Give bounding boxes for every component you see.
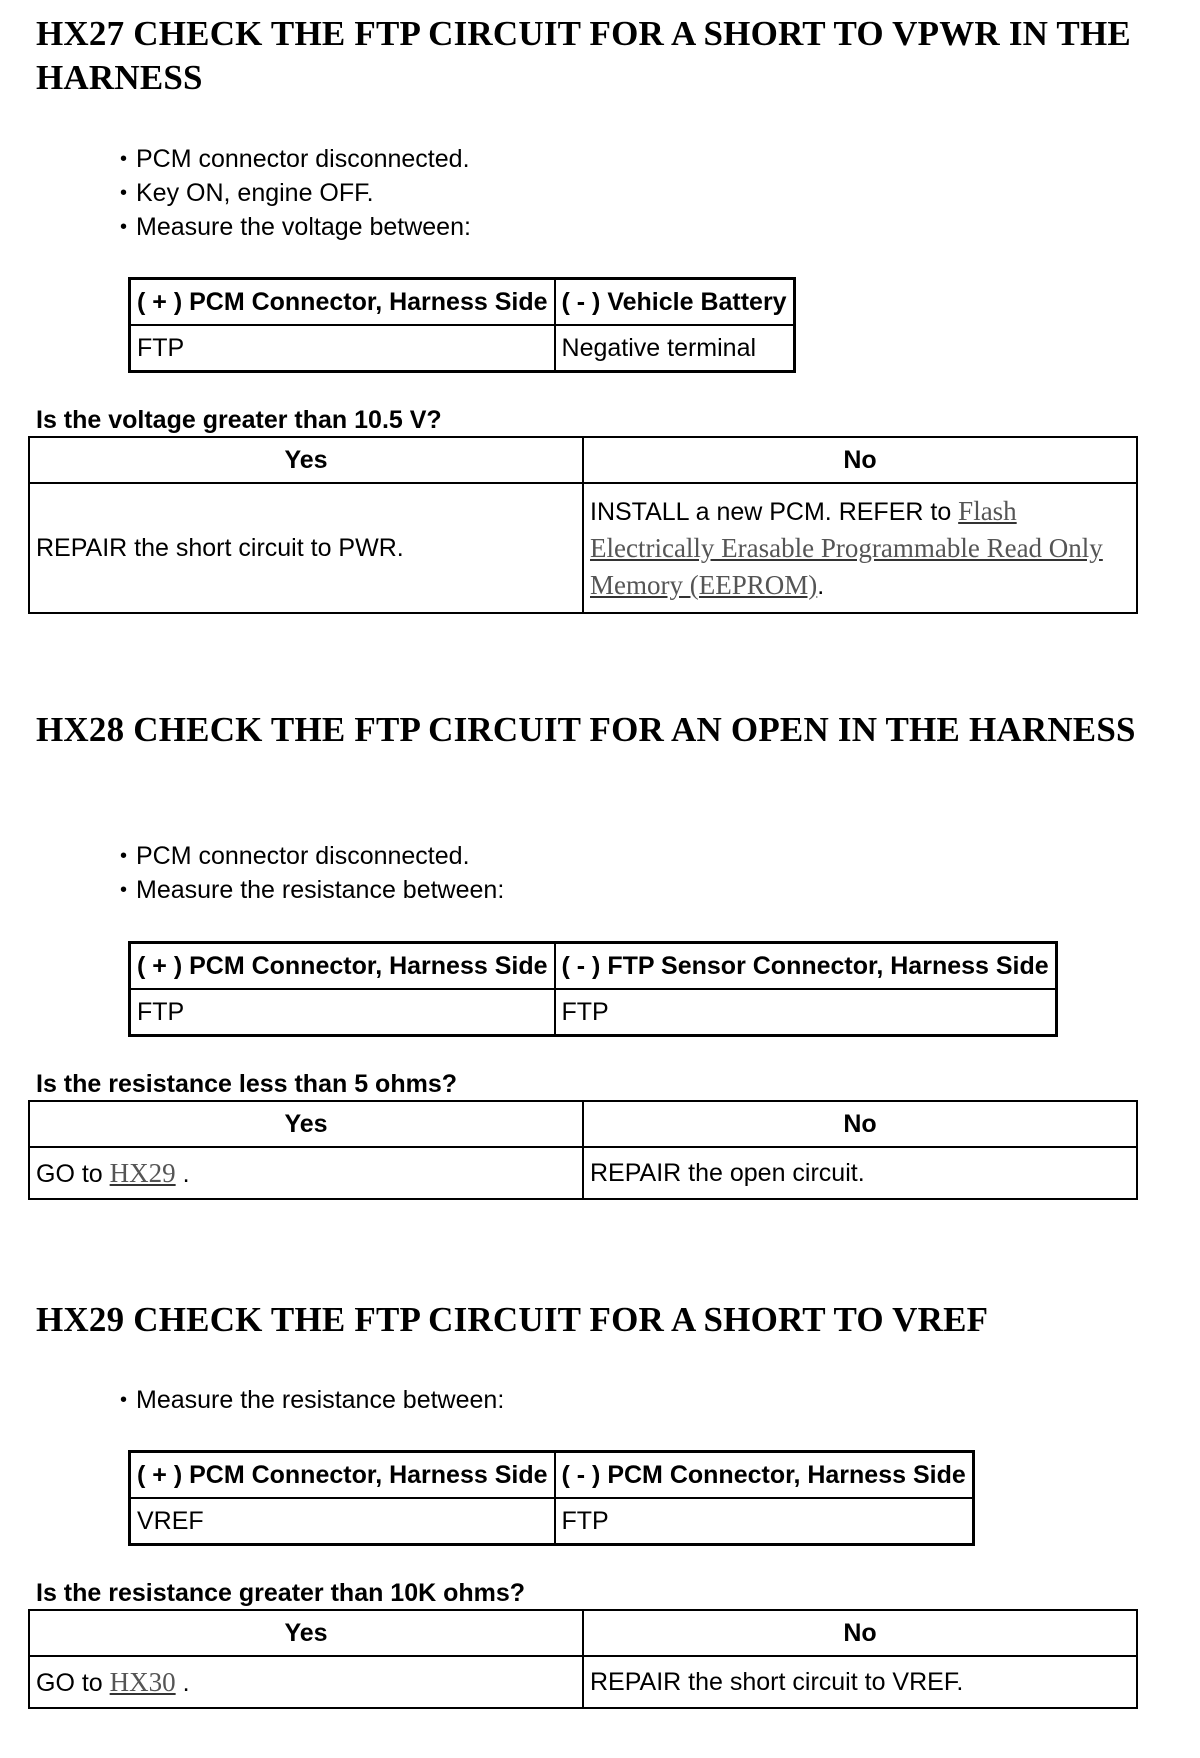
section-title: HX29 CHECK THE FTP CIRCUIT FOR A SHORT TO VREF	[36, 1300, 989, 1339]
no-action: REPAIR the open circuit.	[583, 1147, 1137, 1199]
yes-action-text: GO to	[36, 1159, 110, 1188]
measure-value-positive: FTP	[130, 989, 555, 1036]
step-item: • Measure the voltage between:	[120, 210, 471, 244]
no-header: No	[583, 1610, 1137, 1656]
no-header: No	[583, 437, 1137, 483]
measurement-table	[128, 277, 796, 373]
measure-header-positive: ( + ) PCM Connector, Harness Side	[130, 1452, 555, 1499]
hx30-link[interactable]: HX30	[109, 1666, 176, 1697]
step-list	[120, 142, 471, 244]
yes-no-table	[28, 1100, 1138, 1200]
step-item: • PCM connector disconnected.	[120, 839, 504, 873]
yes-action-suffix: .	[175, 1668, 190, 1697]
yes-header: Yes	[29, 437, 583, 483]
yes-header: Yes	[29, 1101, 583, 1147]
measure-header-negative: ( - ) Vehicle Battery	[555, 279, 795, 326]
measure-value-negative: Negative terminal	[555, 325, 795, 372]
hx29-link[interactable]: HX29	[109, 1157, 176, 1188]
yes-action-suffix: .	[175, 1159, 190, 1188]
yes-action	[29, 1147, 583, 1199]
yes-no-table	[28, 436, 1138, 614]
measure-header-positive: ( + ) PCM Connector, Harness Side	[130, 943, 555, 990]
section-title: HX28 CHECK THE FTP CIRCUIT FOR AN OPEN IN THE HARNESS	[36, 710, 1136, 749]
step-item: • Key ON, engine OFF.	[120, 176, 471, 210]
yes-no-table	[28, 1609, 1138, 1709]
yes-action: REPAIR the short circuit to PWR.	[29, 483, 583, 613]
step-list	[120, 839, 504, 907]
measurement-table	[128, 941, 1058, 1037]
measure-value-positive: VREF	[130, 1498, 555, 1545]
measure-header-negative: ( - ) FTP Sensor Connector, Harness Side	[555, 943, 1057, 990]
no-action-text: INSTALL a new PCM. REFER to	[590, 497, 959, 526]
step-item: • PCM connector disconnected.	[120, 142, 471, 176]
no-header: No	[583, 1101, 1137, 1147]
measure-value-negative: FTP	[555, 989, 1057, 1036]
measure-value-negative: FTP	[555, 1498, 974, 1545]
step-item: • Measure the resistance between:	[120, 1383, 504, 1417]
no-action-suffix: .	[817, 571, 825, 600]
measure-value-positive: FTP	[130, 325, 555, 372]
step-list	[120, 1383, 504, 1417]
section-title: HX27 CHECK THE FTP CIRCUIT FOR A SHORT TO VPWR IN THE HARNESS	[36, 14, 1131, 97]
yes-action	[29, 1656, 583, 1708]
yes-action-text: GO to	[36, 1668, 110, 1697]
measurement-table	[128, 1450, 975, 1546]
flash-eeprom-link[interactable]: Flash Electrically Erasable Programmable Read Only Memory (EEPROM)	[590, 495, 1103, 600]
test-question: Is the resistance greater than 10K ohms?	[36, 1579, 526, 1607]
step-item: • Measure the resistance between:	[120, 873, 504, 907]
measure-header-negative: ( - ) PCM Connector, Harness Side	[555, 1452, 974, 1499]
test-question: Is the resistance less than 5 ohms?	[36, 1070, 457, 1098]
test-question: Is the voltage greater than 10.5 V?	[36, 406, 442, 434]
no-action	[583, 483, 1137, 613]
no-action: REPAIR the short circuit to VREF.	[583, 1656, 1137, 1708]
yes-header: Yes	[29, 1610, 583, 1656]
measure-header-positive: ( + ) PCM Connector, Harness Side	[130, 279, 555, 326]
